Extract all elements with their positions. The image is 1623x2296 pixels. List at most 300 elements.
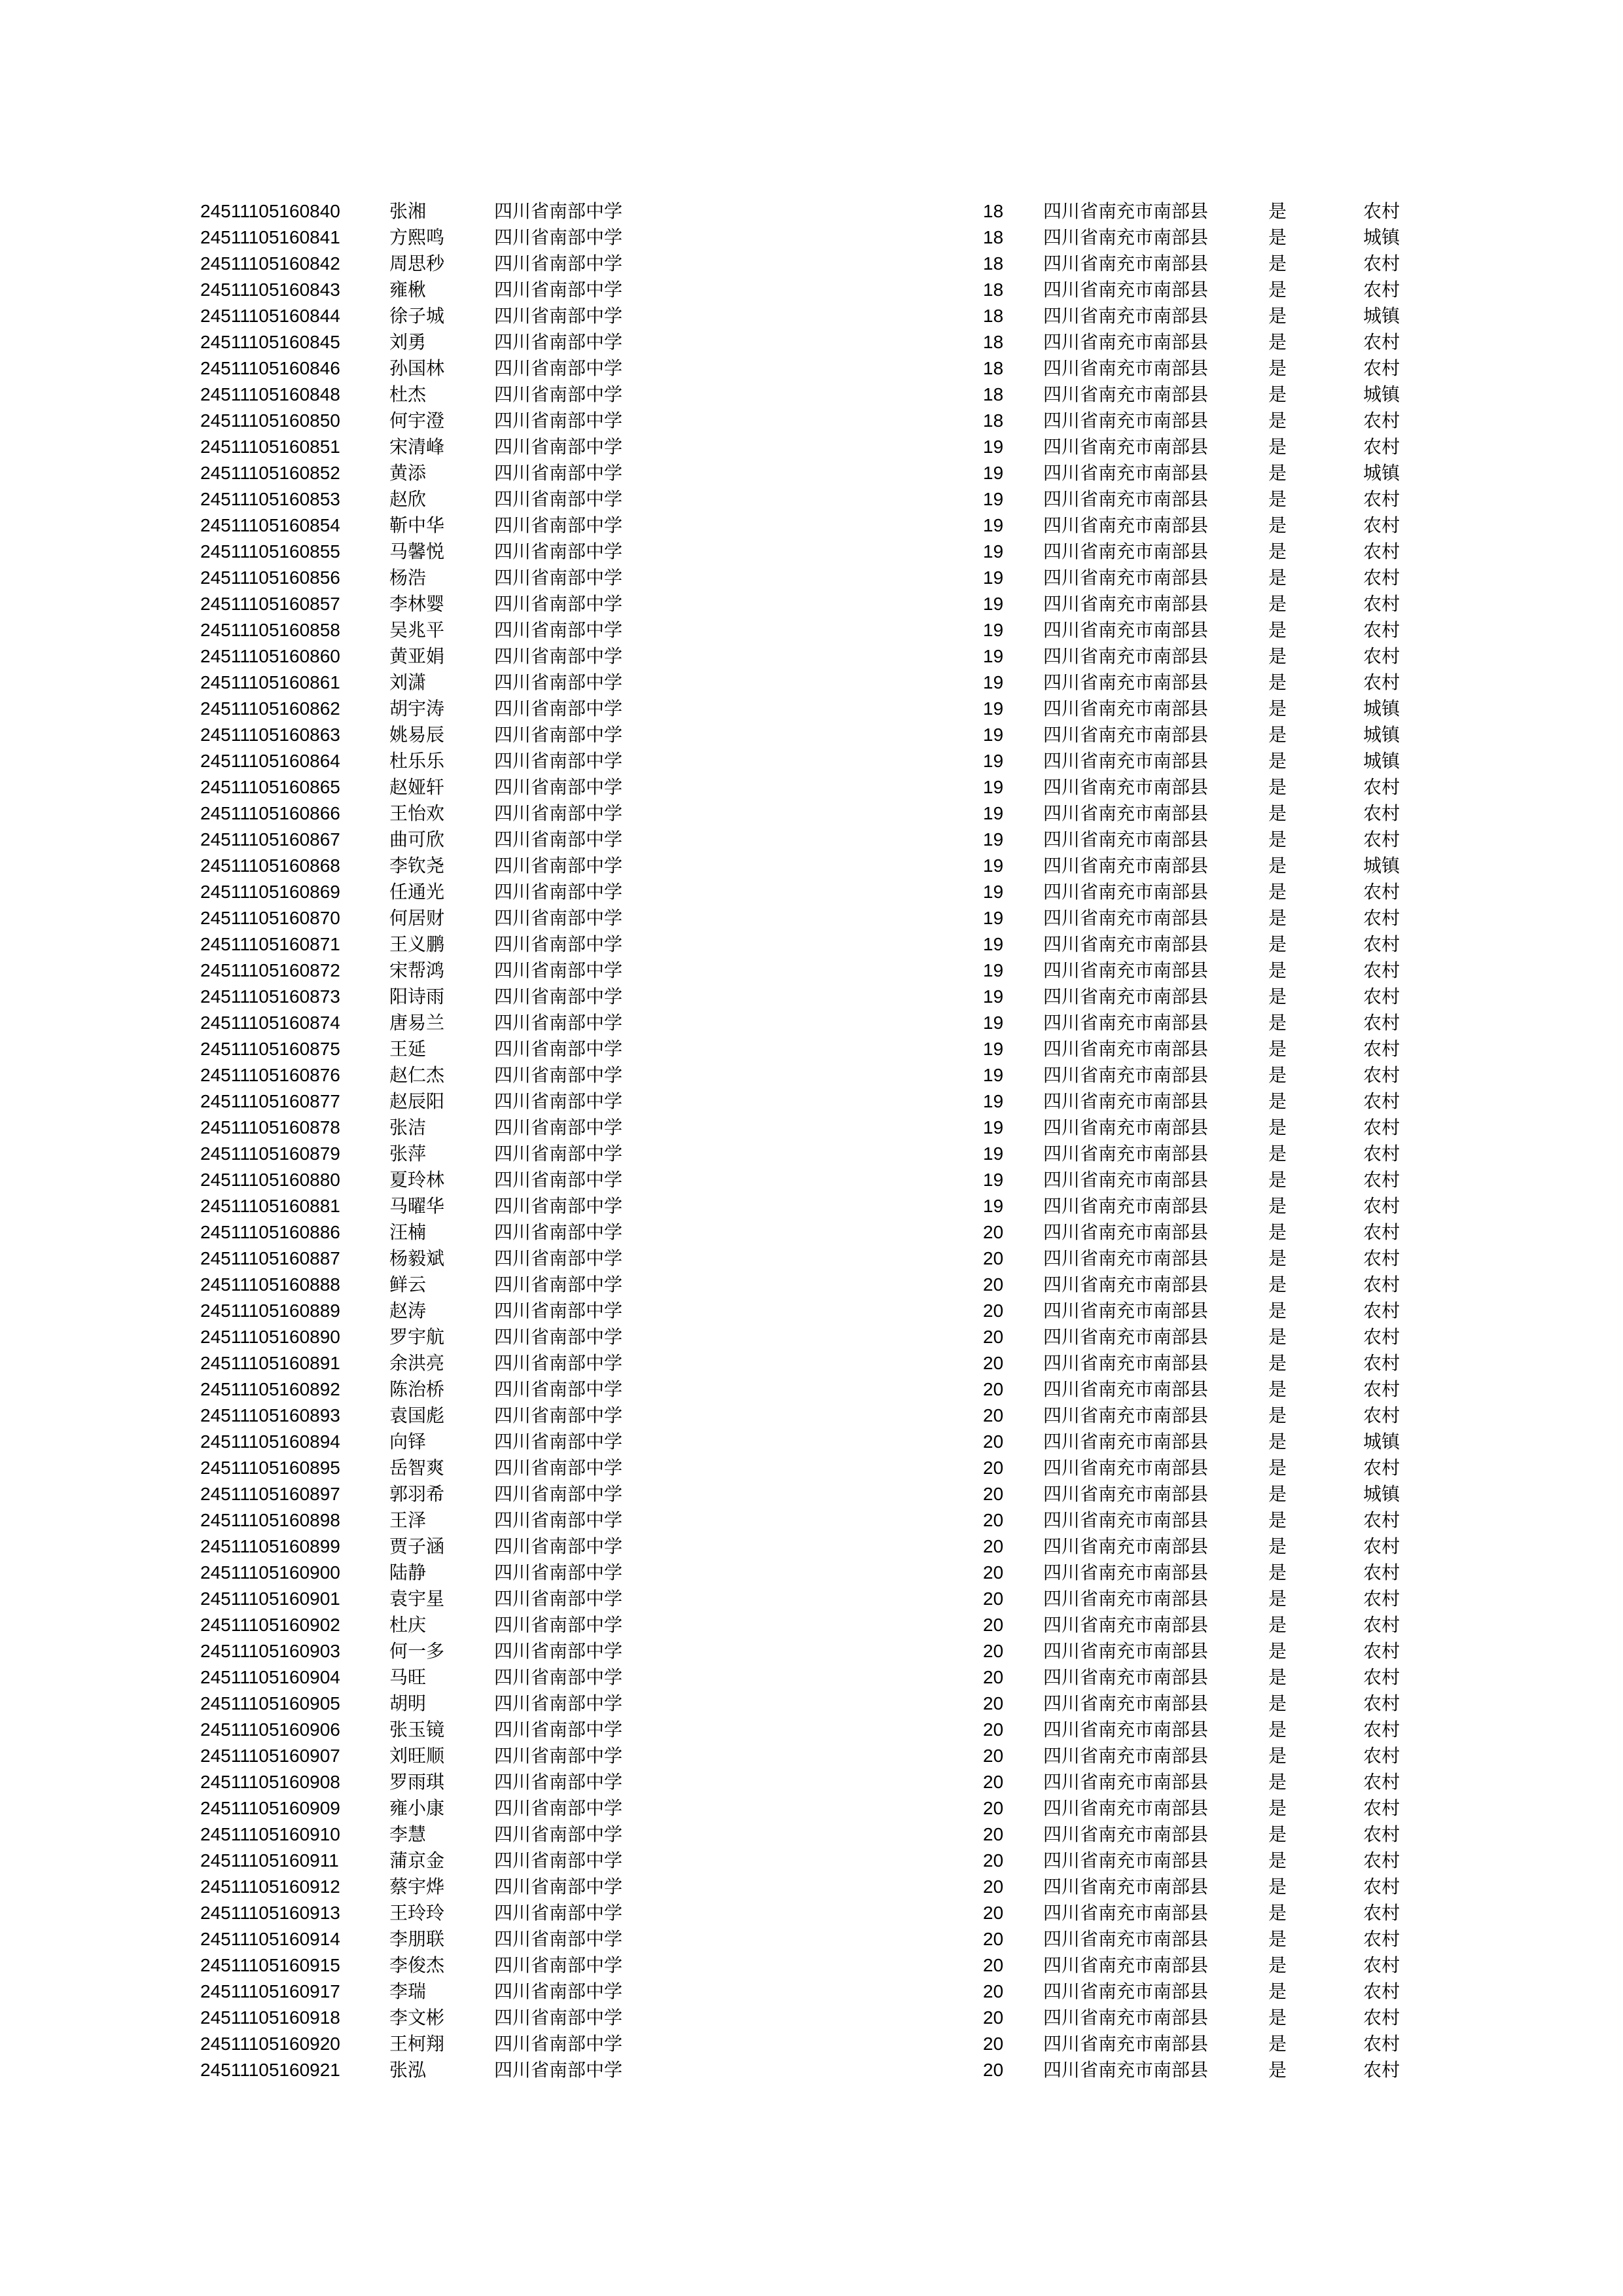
candidate-number-cell: 24511105160867 [200, 829, 340, 850]
region-cell: 四川省南充市南部县 [1043, 672, 1209, 693]
table-row [0, 1350, 1623, 1376]
school-cell: 四川省南部中学 [494, 253, 623, 274]
table-row [0, 1691, 1623, 1717]
candidate-number-cell: 24511105160880 [200, 1170, 340, 1190]
residence-type-cell: 农村 [1363, 1981, 1400, 2002]
residence-type-cell: 农村 [1363, 1300, 1400, 1321]
region-cell: 四川省南充市南部县 [1043, 750, 1209, 772]
age-cell: 19 [983, 725, 1004, 745]
table-row [0, 1874, 1623, 1900]
residence-type-cell: 农村 [1363, 1117, 1400, 1138]
flag-cell: 是 [1268, 1431, 1287, 1452]
table-row [0, 774, 1623, 800]
residence-type-cell: 农村 [1363, 1378, 1400, 1400]
school-cell: 四川省南部中学 [494, 776, 623, 798]
candidate-number-cell: 24511105160871 [200, 934, 340, 954]
candidate-number-cell: 24511105160915 [200, 1955, 340, 1975]
school-cell: 四川省南部中学 [494, 305, 623, 327]
region-cell: 四川省南充市南部县 [1043, 645, 1209, 667]
region-cell: 四川省南充市南部县 [1043, 1117, 1209, 1138]
student-name-cell: 唐易兰 [389, 1012, 445, 1033]
school-cell: 四川省南部中学 [494, 1195, 623, 1217]
flag-cell: 是 [1268, 331, 1287, 353]
school-cell: 四川省南部中学 [494, 384, 623, 405]
residence-type-cell: 城镇 [1363, 1483, 1400, 1505]
flag-cell: 是 [1268, 1405, 1287, 1426]
age-cell: 20 [983, 1248, 1004, 1268]
residence-type-cell: 农村 [1363, 960, 1400, 981]
student-name-cell: 雍小康 [389, 1797, 445, 1819]
candidate-number-cell: 24511105160860 [200, 646, 340, 666]
region-cell: 四川省南充市南部县 [1043, 253, 1209, 274]
region-cell: 四川省南充市南部县 [1043, 567, 1209, 588]
residence-type-cell: 农村 [1363, 1405, 1400, 1426]
table-row [0, 905, 1623, 931]
region-cell: 四川省南充市南部县 [1043, 410, 1209, 431]
candidate-number-cell: 24511105160921 [200, 2060, 340, 2080]
school-cell: 四川省南部中学 [494, 907, 623, 929]
flag-cell: 是 [1268, 1221, 1287, 1243]
region-cell: 四川省南充市南部县 [1043, 1300, 1209, 1321]
student-name-cell: 马馨悦 [389, 541, 445, 562]
region-cell: 四川省南充市南部县 [1043, 305, 1209, 327]
table-row [0, 1952, 1623, 1979]
region-cell: 四川省南充市南部县 [1043, 462, 1209, 484]
residence-type-cell: 农村 [1363, 802, 1400, 824]
residence-type-cell: 农村 [1363, 1562, 1400, 1583]
age-cell: 19 [983, 986, 1004, 1007]
table-row [0, 670, 1623, 696]
student-name-cell: 黄亚娟 [389, 645, 445, 667]
candidate-number-cell: 24511105160908 [200, 1772, 340, 1792]
region-cell: 四川省南充市南部县 [1043, 200, 1209, 222]
candidate-number-cell: 24511105160865 [200, 777, 340, 797]
residence-type-cell: 城镇 [1363, 384, 1400, 405]
candidate-number-cell: 24511105160917 [200, 1981, 340, 2001]
flag-cell: 是 [1268, 514, 1287, 536]
student-name-cell: 阳诗雨 [389, 986, 445, 1007]
residence-type-cell: 城镇 [1363, 750, 1400, 772]
table-row [0, 1979, 1623, 2005]
age-cell: 20 [983, 1510, 1004, 1530]
flag-cell: 是 [1268, 1012, 1287, 1033]
age-cell: 19 [983, 908, 1004, 928]
residence-type-cell: 农村 [1363, 1535, 1400, 1557]
table-row [0, 224, 1623, 251]
residence-type-cell: 农村 [1363, 1509, 1400, 1531]
school-cell: 四川省南部中学 [494, 1431, 623, 1452]
flag-cell: 是 [1268, 1771, 1287, 1793]
candidate-number-cell: 24511105160890 [200, 1327, 340, 1347]
table-row [0, 1638, 1623, 1664]
candidate-number-cell: 24511105160902 [200, 1615, 340, 1635]
residence-type-cell: 农村 [1363, 1352, 1400, 1374]
region-cell: 四川省南充市南部县 [1043, 1614, 1209, 1636]
table-row [0, 303, 1623, 329]
flag-cell: 是 [1268, 960, 1287, 981]
school-cell: 四川省南部中学 [494, 619, 623, 641]
flag-cell: 是 [1268, 776, 1287, 798]
candidate-number-cell: 24511105160846 [200, 358, 340, 378]
region-cell: 四川省南充市南部县 [1043, 1483, 1209, 1505]
student-name-cell: 姚易辰 [389, 724, 445, 745]
table-row [0, 1926, 1623, 1952]
candidate-number-cell: 24511105160886 [200, 1222, 340, 1242]
age-cell: 20 [983, 1536, 1004, 1556]
student-name-cell: 刘旺顺 [389, 1745, 445, 1767]
candidate-number-cell: 24511105160899 [200, 1536, 340, 1556]
table-row [0, 434, 1623, 460]
flag-cell: 是 [1268, 1719, 1287, 1740]
candidate-number-cell: 24511105160920 [200, 2034, 340, 2054]
table-row [0, 879, 1623, 905]
candidate-number-cell: 24511105160864 [200, 751, 340, 771]
age-cell: 19 [983, 672, 1004, 692]
candidate-number-cell: 24511105160841 [200, 227, 340, 247]
region-cell: 四川省南充市南部县 [1043, 1169, 1209, 1191]
candidate-number-cell: 24511105160889 [200, 1300, 340, 1321]
table-row [0, 382, 1623, 408]
candidate-number-cell: 24511105160862 [200, 698, 340, 719]
region-cell: 四川省南充市南部县 [1043, 1876, 1209, 1897]
table-row [0, 1717, 1623, 1743]
flag-cell: 是 [1268, 672, 1287, 693]
school-cell: 四川省南部中学 [494, 1405, 623, 1426]
flag-cell: 是 [1268, 855, 1287, 876]
candidate-number-cell: 24511105160873 [200, 986, 340, 1007]
age-cell: 20 [983, 1405, 1004, 1426]
school-cell: 四川省南部中学 [494, 200, 623, 222]
candidate-number-cell: 24511105160911 [200, 1850, 339, 1871]
residence-type-cell: 城镇 [1363, 462, 1400, 484]
candidate-number-cell: 24511105160872 [200, 960, 340, 980]
student-name-cell: 马曜华 [389, 1195, 445, 1217]
student-name-cell: 陆静 [389, 1562, 427, 1583]
student-name-cell: 张湘 [389, 200, 427, 222]
age-cell: 19 [983, 1117, 1004, 1138]
age-cell: 20 [983, 1300, 1004, 1321]
table-row [0, 748, 1623, 774]
flag-cell: 是 [1268, 881, 1287, 903]
region-cell: 四川省南充市南部县 [1043, 1247, 1209, 1269]
region-cell: 四川省南充市南部县 [1043, 1902, 1209, 1924]
school-cell: 四川省南部中学 [494, 331, 623, 353]
table-row [0, 984, 1623, 1010]
flag-cell: 是 [1268, 1640, 1287, 1662]
student-name-cell: 郭羽希 [389, 1483, 445, 1505]
region-cell: 四川省南充市南部县 [1043, 1405, 1209, 1426]
table-row [0, 1664, 1623, 1691]
school-cell: 四川省南部中学 [494, 1614, 623, 1636]
candidate-number-cell: 24511105160876 [200, 1065, 340, 1085]
table-row [0, 591, 1623, 617]
school-cell: 四川省南部中学 [494, 1928, 623, 1950]
residence-type-cell: 农村 [1363, 2007, 1400, 2028]
residence-type-cell: 农村 [1363, 829, 1400, 850]
flag-cell: 是 [1268, 1483, 1287, 1505]
age-cell: 19 [983, 515, 1004, 535]
school-cell: 四川省南部中学 [494, 1090, 623, 1112]
table-row [0, 486, 1623, 512]
residence-type-cell: 农村 [1363, 1012, 1400, 1033]
flag-cell: 是 [1268, 1117, 1287, 1138]
student-name-cell: 吴兆平 [389, 619, 445, 641]
residence-type-cell: 农村 [1363, 1064, 1400, 1086]
age-cell: 19 [983, 751, 1004, 771]
residence-type-cell: 农村 [1363, 1221, 1400, 1243]
region-cell: 四川省南充市南部县 [1043, 776, 1209, 798]
candidate-number-cell: 24511105160840 [200, 201, 340, 221]
age-cell: 20 [983, 2007, 1004, 2028]
table-row [0, 565, 1623, 591]
school-cell: 四川省南部中学 [494, 1954, 623, 1976]
candidate-number-cell: 24511105160874 [200, 1013, 340, 1033]
age-cell: 19 [983, 1091, 1004, 1111]
flag-cell: 是 [1268, 279, 1287, 300]
residence-type-cell: 农村 [1363, 619, 1400, 641]
table-row [0, 1298, 1623, 1324]
candidate-number-cell: 24511105160913 [200, 1903, 340, 1923]
school-cell: 四川省南部中学 [494, 1483, 623, 1505]
region-cell: 四川省南充市南部县 [1043, 619, 1209, 641]
school-cell: 四川省南部中学 [494, 986, 623, 1007]
candidate-number-cell: 24511105160906 [200, 1719, 340, 1740]
residence-type-cell: 农村 [1363, 1038, 1400, 1060]
residence-type-cell: 农村 [1363, 200, 1400, 222]
age-cell: 20 [983, 2034, 1004, 2054]
student-name-cell: 胡宇涛 [389, 698, 445, 719]
table-row [0, 1534, 1623, 1560]
region-cell: 四川省南充市南部县 [1043, 1928, 1209, 1950]
school-cell: 四川省南部中学 [494, 1562, 623, 1583]
candidate-number-cell: 24511105160879 [200, 1143, 340, 1164]
region-cell: 四川省南充市南部县 [1043, 357, 1209, 379]
age-cell: 20 [983, 1719, 1004, 1740]
age-cell: 20 [983, 1431, 1004, 1452]
residence-type-cell: 城镇 [1363, 855, 1400, 876]
table-row [0, 1795, 1623, 1821]
flag-cell: 是 [1268, 1797, 1287, 1819]
candidate-number-cell: 24511105160857 [200, 594, 340, 614]
residence-type-cell: 农村 [1363, 1090, 1400, 1112]
region-cell: 四川省南充市南部县 [1043, 1588, 1209, 1609]
school-cell: 四川省南部中学 [494, 1300, 623, 1321]
flag-cell: 是 [1268, 1195, 1287, 1217]
school-cell: 四川省南部中学 [494, 2033, 623, 2054]
table-row [0, 1612, 1623, 1638]
student-name-cell: 汪楠 [389, 1221, 427, 1243]
school-cell: 四川省南部中学 [494, 724, 623, 745]
region-cell: 四川省南充市南部县 [1043, 1509, 1209, 1531]
residence-type-cell: 城镇 [1363, 698, 1400, 719]
age-cell: 20 [983, 1667, 1004, 1687]
residence-type-cell: 农村 [1363, 1693, 1400, 1714]
candidate-number-cell: 24511105160869 [200, 882, 340, 902]
residence-type-cell: 城镇 [1363, 305, 1400, 327]
candidate-number-cell: 24511105160891 [200, 1353, 340, 1373]
student-name-cell: 赵涛 [389, 1300, 427, 1321]
age-cell: 20 [983, 1903, 1004, 1923]
table-row [0, 460, 1623, 486]
residence-type-cell: 农村 [1363, 1823, 1400, 1845]
student-name-cell: 何宇澄 [389, 410, 445, 431]
table-row [0, 617, 1623, 643]
region-cell: 四川省南充市南部县 [1043, 1064, 1209, 1086]
age-cell: 20 [983, 1353, 1004, 1373]
student-name-cell: 蔡宇烨 [389, 1876, 445, 1897]
region-cell: 四川省南充市南部县 [1043, 1352, 1209, 1374]
table-row [0, 1167, 1623, 1193]
flag-cell: 是 [1268, 829, 1287, 850]
residence-type-cell: 农村 [1363, 1902, 1400, 1924]
region-cell: 四川省南充市南部县 [1043, 1640, 1209, 1662]
region-cell: 四川省南充市南部县 [1043, 2033, 1209, 2054]
student-name-cell: 王延 [389, 1038, 427, 1060]
school-cell: 四川省南部中学 [494, 1378, 623, 1400]
student-name-cell: 刘潇 [389, 672, 427, 693]
table-row [0, 355, 1623, 382]
flag-cell: 是 [1268, 1274, 1287, 1295]
residence-type-cell: 农村 [1363, 2033, 1400, 2054]
school-cell: 四川省南部中学 [494, 410, 623, 431]
region-cell: 四川省南充市南部县 [1043, 1745, 1209, 1767]
candidate-number-cell: 24511105160863 [200, 725, 340, 745]
residence-type-cell: 农村 [1363, 1614, 1400, 1636]
student-name-cell: 杨毅斌 [389, 1247, 445, 1269]
region-cell: 四川省南充市南部县 [1043, 1378, 1209, 1400]
flag-cell: 是 [1268, 226, 1287, 248]
candidate-number-cell: 24511105160854 [200, 515, 340, 535]
table-row [0, 1848, 1623, 1874]
flag-cell: 是 [1268, 305, 1287, 327]
school-cell: 四川省南部中学 [494, 593, 623, 615]
flag-cell: 是 [1268, 1038, 1287, 1060]
age-cell: 20 [983, 1641, 1004, 1661]
student-name-cell: 罗宇航 [389, 1326, 445, 1348]
region-cell: 四川省南充市南部县 [1043, 1562, 1209, 1583]
school-cell: 四川省南部中学 [494, 1719, 623, 1740]
table-row [0, 277, 1623, 303]
residence-type-cell: 农村 [1363, 1588, 1400, 1609]
student-name-cell: 赵欣 [389, 488, 427, 510]
school-cell: 四川省南部中学 [494, 226, 623, 248]
candidate-number-cell: 24511105160878 [200, 1117, 340, 1138]
candidate-number-cell: 24511105160866 [200, 803, 340, 823]
flag-cell: 是 [1268, 253, 1287, 274]
school-cell: 四川省南部中学 [494, 436, 623, 457]
age-cell: 19 [983, 646, 1004, 666]
school-cell: 四川省南部中学 [494, 855, 623, 876]
age-cell: 19 [983, 541, 1004, 562]
flag-cell: 是 [1268, 1247, 1287, 1269]
region-cell: 四川省南充市南部县 [1043, 1771, 1209, 1793]
school-cell: 四川省南部中学 [494, 645, 623, 667]
residence-type-cell: 农村 [1363, 672, 1400, 693]
age-cell: 20 [983, 1955, 1004, 1975]
student-name-cell: 杜杰 [389, 384, 427, 405]
school-cell: 四川省南部中学 [494, 1509, 623, 1531]
student-name-cell: 张萍 [389, 1143, 427, 1164]
region-cell: 四川省南充市南部县 [1043, 855, 1209, 876]
table-row [0, 1769, 1623, 1795]
flag-cell: 是 [1268, 541, 1287, 562]
region-cell: 四川省南充市南部县 [1043, 1719, 1209, 1740]
school-cell: 四川省南部中学 [494, 1666, 623, 1688]
flag-cell: 是 [1268, 1876, 1287, 1897]
school-cell: 四川省南部中学 [494, 357, 623, 379]
student-name-cell: 赵辰阳 [389, 1090, 445, 1112]
school-cell: 四川省南部中学 [494, 1535, 623, 1557]
student-name-cell: 王怡欢 [389, 802, 445, 824]
table-row [0, 1481, 1623, 1507]
region-cell: 四川省南充市南部县 [1043, 1195, 1209, 1217]
student-name-cell: 王泽 [389, 1509, 427, 1531]
region-cell: 四川省南充市南部县 [1043, 488, 1209, 510]
region-cell: 四川省南充市南部县 [1043, 1981, 1209, 2002]
student-name-cell: 鲜云 [389, 1274, 427, 1295]
residence-type-cell: 农村 [1363, 776, 1400, 798]
age-cell: 19 [983, 567, 1004, 588]
residence-type-cell: 农村 [1363, 1169, 1400, 1191]
table-row [0, 1821, 1623, 1848]
residence-type-cell: 农村 [1363, 1640, 1400, 1662]
flag-cell: 是 [1268, 593, 1287, 615]
region-cell: 四川省南充市南部县 [1043, 1693, 1209, 1714]
flag-cell: 是 [1268, 1666, 1287, 1688]
table-row [0, 198, 1623, 224]
flag-cell: 是 [1268, 1535, 1287, 1557]
flag-cell: 是 [1268, 1614, 1287, 1636]
age-cell: 20 [983, 1824, 1004, 1844]
age-cell: 19 [983, 1039, 1004, 1059]
age-cell: 20 [983, 1981, 1004, 2001]
table-row [0, 827, 1623, 853]
region-cell: 四川省南充市南部县 [1043, 1431, 1209, 1452]
region-cell: 四川省南充市南部县 [1043, 384, 1209, 405]
residence-type-cell: 农村 [1363, 1719, 1400, 1740]
age-cell: 20 [983, 2060, 1004, 2080]
table-row [0, 329, 1623, 355]
residence-type-cell: 城镇 [1363, 724, 1400, 745]
student-name-cell: 周思秒 [389, 253, 445, 274]
region-cell: 四川省南充市南部县 [1043, 1326, 1209, 1348]
candidate-number-cell: 24511105160918 [200, 2007, 340, 2028]
region-cell: 四川省南充市南部县 [1043, 1012, 1209, 1033]
candidate-number-cell: 24511105160907 [200, 1746, 340, 1766]
table-row [0, 958, 1623, 984]
table-row [0, 1141, 1623, 1167]
age-cell: 20 [983, 1588, 1004, 1609]
age-cell: 19 [983, 489, 1004, 509]
age-cell: 19 [983, 463, 1004, 483]
school-cell: 四川省南部中学 [494, 1352, 623, 1374]
residence-type-cell: 农村 [1363, 2059, 1400, 2081]
student-name-cell: 李林婴 [389, 593, 445, 615]
candidate-number-cell: 24511105160861 [200, 672, 340, 692]
region-cell: 四川省南充市南部县 [1043, 1666, 1209, 1688]
student-name-cell: 方熙鸣 [389, 226, 445, 248]
flag-cell: 是 [1268, 1300, 1287, 1321]
flag-cell: 是 [1268, 1981, 1287, 2002]
flag-cell: 是 [1268, 410, 1287, 431]
age-cell: 19 [983, 1013, 1004, 1033]
candidate-number-cell: 24511105160870 [200, 908, 340, 928]
candidate-number-cell: 24511105160887 [200, 1248, 340, 1268]
candidate-number-cell: 24511105160856 [200, 567, 340, 588]
residence-type-cell: 农村 [1363, 645, 1400, 667]
school-cell: 四川省南部中学 [494, 1876, 623, 1897]
candidate-number-cell: 24511105160845 [200, 332, 340, 352]
